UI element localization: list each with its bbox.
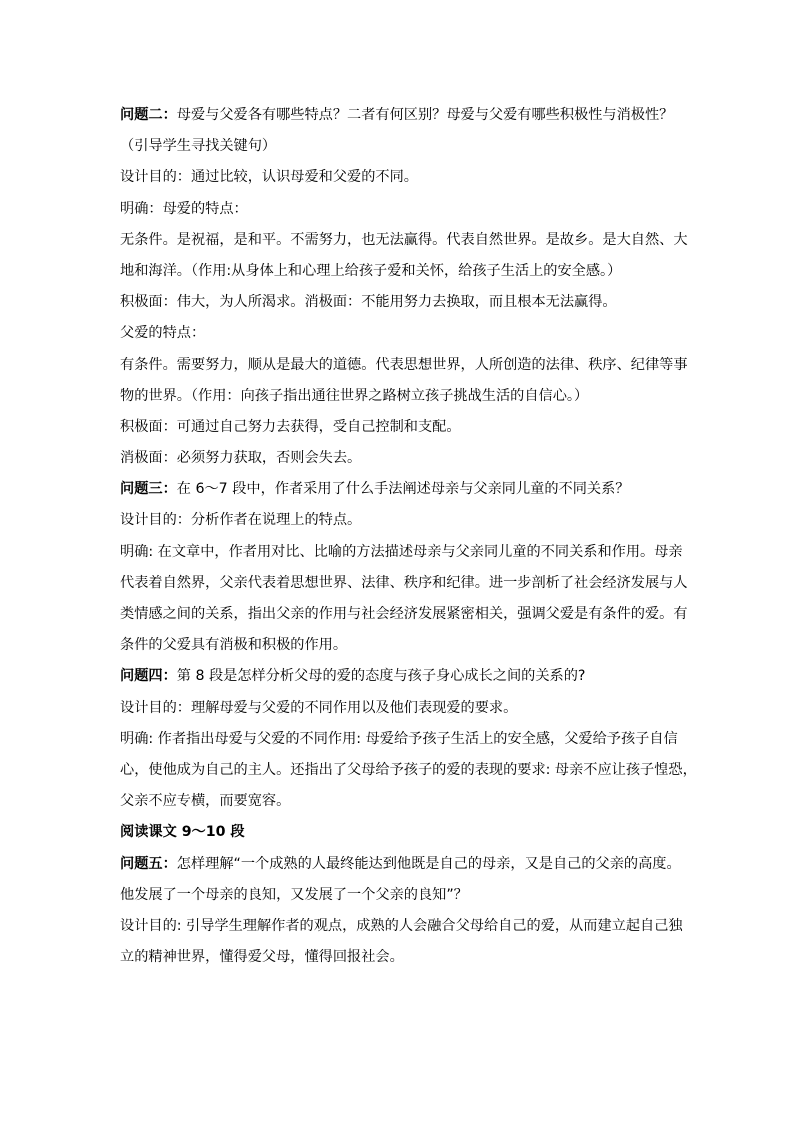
paragraph-line (120, 505, 676, 536)
line-text: 消极面：必须努力获取，否则会失去。 (120, 450, 362, 467)
paragraph-line (120, 256, 676, 287)
line-text: 物的世界。（作用：向孩子指出通往世界之路树立孩子挑战生活的自信心。） (120, 387, 589, 404)
question-label: 问题五： (120, 855, 177, 872)
paragraph-line (120, 724, 676, 755)
paragraph-line (120, 911, 683, 942)
paragraph-line (120, 225, 688, 256)
paragraph-line (120, 318, 676, 349)
paragraph-line (120, 287, 676, 318)
line-text: 地和海洋。（作用:从身体上和心理上给孩子爱和关怀，给孩子生活上的安全感。） (120, 262, 622, 279)
line-text: 类情感之间的关系，指出父亲的作用与社会经济发展紧密相关，强调父爱是有条件的爱。有 (120, 606, 688, 622)
line-text: （引导学生寻找关键句） (120, 138, 277, 155)
line-text: 父亲不应专横，而要宽容。 (120, 793, 291, 810)
paragraph-line (120, 194, 676, 225)
paragraph-line (120, 755, 697, 786)
line-text: 积极面：可通过自己努力去获得，受自己控制和支配。 (120, 418, 461, 435)
paragraph-line (120, 443, 676, 474)
line-text: 有条件。需要努力，顺从是最大的道德。代表思想世界，人所创造的法律、秩序、纪律等事 (120, 356, 688, 373)
paragraph-line (120, 381, 676, 412)
question-five-line (120, 849, 681, 880)
paragraph-line (120, 162, 676, 193)
question-two-line (120, 100, 676, 131)
question-label: 问题四： (120, 668, 177, 685)
question-three-line (120, 474, 676, 505)
line-text: 无条件。是祝福，是和平。不需努力，也无法赢得。代表自然世界。是故乡。是大自然、大 (120, 231, 688, 248)
question-text: 在 6～7 段中，作者采用了什么手法阐述母亲与父亲同儿童的不同关系？ (176, 481, 630, 498)
section-heading: 阅读课文 9～10 段 (120, 824, 245, 841)
question-four-line (120, 661, 676, 692)
line-text: 他发展了一个母亲的良知，又发展了一个父亲的良知”？ (120, 886, 468, 903)
line-text: 设计目的：通过比较，认识母爱和父爱的不同。 (120, 169, 418, 186)
line-text: 立的精神世界，懂得爱父母，懂得回报社会。 (120, 949, 404, 966)
paragraph-line (120, 693, 676, 724)
line-text: 设计目的：理解母爱与父爱的不同作用以及他们表现爱的要求。 (120, 699, 518, 716)
paragraph-line (120, 131, 676, 162)
question-label: 问题二： (120, 107, 177, 123)
paragraph-line (120, 630, 676, 661)
paragraph-line (120, 942, 676, 973)
paragraph-line (120, 880, 676, 911)
paragraph-line (120, 537, 683, 568)
line-text: 明确: 在文章中，作者用对比、比喻的方法描述母亲与父亲同儿童的不同关系和作用。母亲 (120, 543, 683, 560)
paragraph-line (120, 412, 676, 443)
line-text: 明确: 作者指出母爱与父爱的不同作用: 母爱给予孩子生活上的安全感，父爱给予孩子自信 (120, 730, 678, 747)
question-text: 母爱与父爱各有哪些特点？二者有何区别？母爱与父爱有哪些积极性与消极性？ (176, 107, 674, 123)
paragraph-line (120, 350, 688, 381)
line-text: 设计目的：分析作者在说理上的特点。 (120, 512, 362, 529)
line-text: 明确：母爱的特点： (120, 200, 248, 217)
paragraph-line (120, 568, 688, 599)
line-text: 父爱的特点： (120, 325, 206, 342)
line-text: 代表着自然界，父亲代表着思想世界、法律、秩序和纪律。进一步剖析了社会经济发展与人 (120, 574, 688, 591)
question-text: 怎样理解“一个成熟的人最终能达到他既是自己的母亲，又是自己的父亲的高度。 (176, 855, 681, 872)
question-label: 问题三： (120, 481, 177, 498)
document-body (120, 100, 697, 973)
paragraph-line (120, 786, 676, 817)
section-heading-line (120, 817, 676, 848)
paragraph-line (120, 599, 688, 630)
question-text: 第 8 段是怎样分析父母的爱的态度与孩子身心成长之间的关系的? (176, 668, 586, 685)
line-text: 条件的父爱具有消极和积极的作用。 (120, 637, 348, 654)
line-text: 积极面：伟大，为人所渴求。消极面：不能用努力去换取，而且根本无法赢得。 (120, 294, 617, 311)
line-text: 设计目的: 引导学生理解作者的观点，成熟的人会融合父母给自己的爱，从而建立起自己独 (120, 917, 683, 934)
line-text: 心，使他成为自己的主人。还指出了父母给予孩子的爱的表现的要求: 母亲不应让孩子惶恐， (120, 761, 697, 778)
